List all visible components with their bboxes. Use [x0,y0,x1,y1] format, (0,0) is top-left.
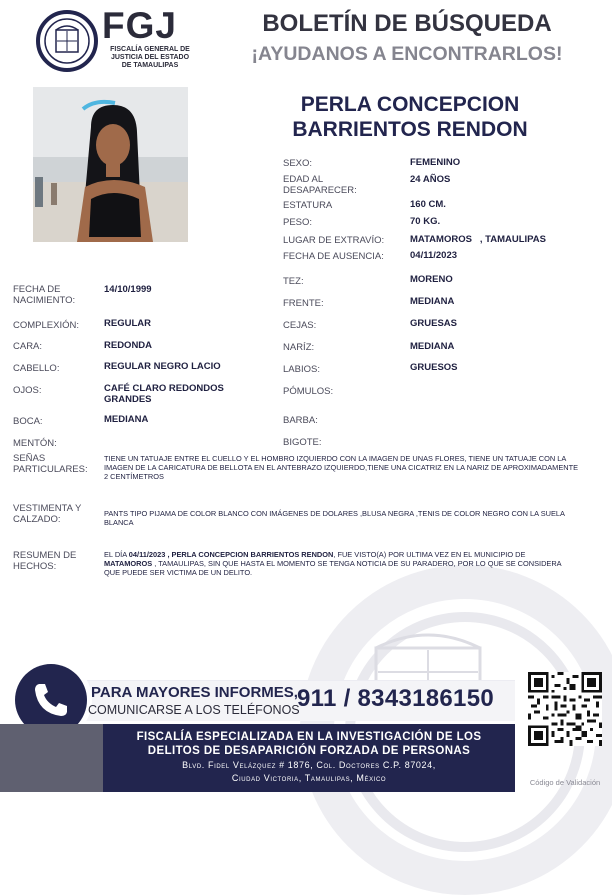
logo-subtitle [100,46,200,70]
field-label-menton: MENTÓN: [13,438,57,449]
field-label-lugar: LUGAR DE EXTRAVÍO: [283,235,385,246]
field-label-frente: FRENTE: [283,298,324,309]
field-label-nariz: NARÍZ: [283,342,315,353]
field-value-cejas: GRUESAS [410,318,457,329]
field-value-frente: MEDIANA [410,296,455,307]
field-value-ojos: CAFÉ CLARO REDONDOS GRANDES [104,383,224,405]
phone-icon [30,679,72,721]
agency-line2: DELITOS DE DESAPARICIÓN FORZADA DE PERSONAS [147,745,471,757]
fgj-seal-logo [36,10,98,72]
field-label-fecha-ausencia: FECHA DE AUSENCIA: [283,251,384,262]
resumen-part2: , PERLA CONCEPCION BARRIENTOS RENDON [165,550,334,559]
phone-number: 911 / 8343186150 [297,685,494,712]
agency-line1: FISCALÍA ESPECIALIZADA EN LA INVESTIGACIÓN DE LOS [136,731,482,743]
missing-person-photo [33,87,188,242]
field-value-complexion: REGULAR [104,318,151,329]
person-name-line1: PERLA CONCEPCION [300,93,520,116]
field-label-bigote: BIGOTE: [283,437,322,448]
field-value-nariz: MEDIANA [410,341,455,352]
field-value-labios: GRUESOS [410,362,458,373]
agency-band-left-shade [0,724,103,792]
resumen-part4: , TAMAULIPAS, SIN QUE HASTA EL MOMENTO SE TENGA NOTICIA DE SU PARADERO, POR LO QUE SE CONSIDERA QUE PUEDE SER VICTIMA DE UN DELITO. [104,559,562,577]
resumen-text [104,550,574,577]
person-name [240,92,580,142]
field-label-nacimiento: FECHA DE NACIMIENTO: [13,284,76,306]
field-value-tez: MORENO [410,274,453,285]
vestimenta-text: PANTS TIPO PIJAMA DE COLOR BLANCO CON IMÁGENES DE DOLARES ,BLUSA NEGRA ,TENIS DE COLOR NEGRO CON LA SUELA BLANCA [104,509,565,527]
field-value-boca: MEDIANA [104,414,149,425]
resumen-label: RESUMEN DE HECHOS: [13,550,77,572]
field-label-pomulos: PÓMULOS: [283,386,334,397]
field-label-boca: BOCA: [13,416,43,427]
field-value-estatura: 160 CM. [410,199,446,210]
field-value-fecha-ausencia: 04/11/2023 [410,250,458,261]
field-value-nacimiento: 14/10/1999 [104,284,152,295]
field-label-ojos: OJOS: [13,385,42,396]
address-line1: Blvd. Fidel Velázquez # 1876, Col. Doctores C.P. 87024, [182,760,436,770]
field-value-lugar: MATAMOROS , TAMAULIPAS [410,234,546,245]
resumen-city: MATAMOROS [104,559,153,568]
field-label-estatura: ESTATURA [283,200,333,211]
resumen-part1: EL DÍA [104,550,129,559]
field-label-edad [283,174,357,196]
vestimenta-label: VESTIMENTA Y CALZADO: [13,503,82,525]
senas-label: SEÑAS PARTICULARES: [13,453,88,475]
info-line2: COMUNICARSE A LOS TELÉFONOS [88,703,300,717]
field-value-peso: 70 KG. [410,216,441,227]
bulletin-title: BOLETÍN DE BÚSQUEDA [262,10,552,37]
field-label-cabello: CABELLO: [13,363,60,374]
field-label-cejas: CEJAS: [283,320,317,331]
field-label-edad-line: EDAD AL DESAPARECER: [283,174,357,196]
field-label-complexion: COMPLEXIÓN: [13,320,79,331]
field-label-cara: CARA: [13,341,43,352]
field-label-barba: BARBA: [283,415,318,426]
field-value-sexo: FEMENINO [410,157,461,168]
qr-caption: Código de Validación [529,778,601,787]
field-label-sexo: SEXO: [283,158,313,169]
bulletin-subtitle: ¡AYUDANOS A ENCONTRARLOS! [251,43,563,65]
info-line1: PARA MAYORES INFORMES, [91,684,298,701]
person-name-line2: BARRIENTOS RENDON [292,118,528,141]
logo-subtitle-line: FISCALÍA GENERAL DE [110,46,190,53]
resumen-date: 04/11/2023 [128,550,166,559]
qr-code[interactable] [528,672,602,746]
field-label-labios: LABIOS: [283,364,320,375]
senas-text: TIENE UN TATUAJE ENTRE EL CUELLO Y EL HOMBRO IZQUIERDO CON LA IMAGEN DE UNAS FLORES, TIENE UN TATUAJE CON LA IMAGEN DE LA CARICATURA DE BELLOTA EN EL ANTEBRAZO IZQUIERDO,TIENE UNA CICATRIZ EN LA NARIZ DE APROXIMADAMENTE 2 CENTÍMETROS [104,454,579,481]
resumen-part3: , FUE VISTO(A) POR ULTIMA VEZ EN EL MUNICIPIO DE [333,550,526,559]
logo-subtitle-line: DE TAMAULIPAS [121,62,179,69]
address-line2: Ciudad Victoria, Tamaulipas, México [231,773,387,783]
logo-letters: FGJ [102,5,177,46]
field-value-cabello: REGULAR NEGRO LACIO [104,361,221,372]
field-value-edad: 24 AÑOS [410,174,451,185]
field-label-peso: PESO: [283,217,313,228]
field-value-cara: REDONDA [104,340,153,351]
logo-subtitle-line: JUSTICIA DEL ESTADO [110,54,190,61]
field-label-tez: TEZ: [283,276,304,287]
